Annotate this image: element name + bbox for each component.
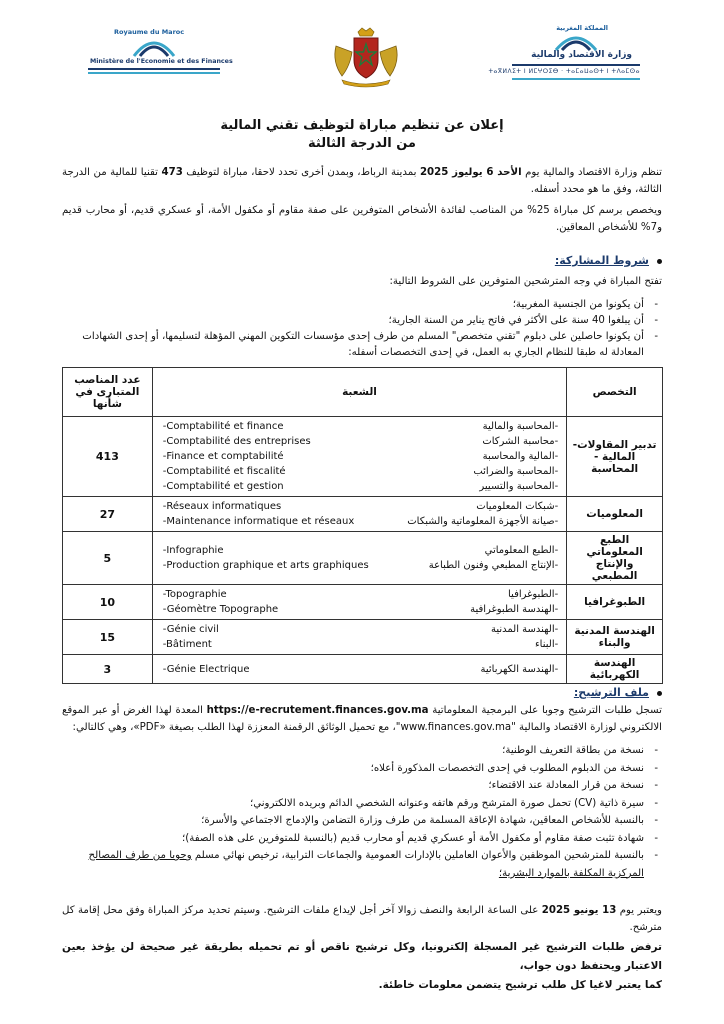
list-item: - أن يبلغوا 40 سنة على الأكثر في فاتح يناير من السنة الجارية؛ <box>62 313 662 329</box>
ministry-name-ar: وزارة الاقتصاد والمالية <box>531 50 632 60</box>
branch-fr-list <box>157 543 369 573</box>
row-specialty: الطبع المعلوماتي والإنتاج المطبعي <box>567 532 663 585</box>
row-count: 10 <box>63 585 153 620</box>
closing-line: كما يعتبر لاغيا كل طلب ترشيح يتضمن معلومات خاطئة. <box>378 979 662 991</box>
list-item: - سيرة ذاتية (CV) تحمل صورة المترشح ورقم هاتفه وعنوانه الشخصي الدائم وبريده الالكتروني؛ <box>62 795 662 813</box>
branch-ar: -صيانة الأجهزة المعلوماتية والشبكات <box>407 516 559 527</box>
branch-fr: -Génie Electrique <box>162 663 250 675</box>
deadline-text: ويعتبر يوم <box>616 905 662 916</box>
header-specialty: التخصص <box>567 368 663 417</box>
branch-fr-list <box>157 499 355 529</box>
branch-fr: -Topographie <box>162 589 227 600</box>
branch-fr: -Comptabilité et finance <box>162 421 284 432</box>
row-specialty: الهندسة المدنية والبناء <box>567 620 663 655</box>
bullet-icon <box>657 259 662 264</box>
header-branch: الشعبة <box>152 368 566 417</box>
branch-ar: -الهندسة الطبوغرافية <box>470 604 559 615</box>
branch-fr-list <box>157 662 250 677</box>
branch-ar-list <box>407 499 562 529</box>
table-row <box>63 585 663 620</box>
file-text: "، مع تحميل الوثائق الرقمنة المعززة لهذا الطلب بصيغة «PDF»، وهي كالتالي: <box>72 722 401 733</box>
quota-paragraph: ويخصص برسم كل مباراة 25% من المناصب لفائدة الأشخاص المتوفرين على صفة مقاوم أو مكفول الأمة، أو عسكري قديم، أو محارب قديم و7% للأشخاص المعاقين. <box>62 205 662 233</box>
conditions-heading-label: شروط المشاركة: <box>554 254 649 267</box>
branch-fr-list <box>157 419 311 494</box>
announcement-subtitle: من الدرجة الثالثة <box>308 136 416 151</box>
posts-total: 473 <box>161 167 183 178</box>
table-row <box>63 417 663 497</box>
conditions-intro: تفتح المباراة في وجه المترشحين المتوفرين على الشروط التالية: <box>389 276 662 287</box>
branch-fr: -Bâtiment <box>162 639 212 650</box>
row-count: 5 <box>63 532 153 585</box>
ministry-name-amazigh: ⵜⴰⴳⵍⴷⵉⵜ ⵏ ⵍⵎⵖⵔⵉⴱ · ⵜⴰⵎⴰⵡⴰⵙⵜ ⵏ ⵜⴷⴰⵎⵙⴰ <box>488 68 640 75</box>
branch-fr-list <box>157 587 278 617</box>
table-row <box>63 655 663 684</box>
branch-ar: -البناء <box>534 639 559 650</box>
branch-fr: -Comptabilité et fiscalité <box>162 466 286 477</box>
ministry-mark-icon <box>554 32 598 52</box>
branch-ar: -المحاسبة والمالية <box>482 421 559 432</box>
row-specialty: المعلوميات <box>567 497 663 532</box>
list-item: - نسخة من بطاقة التعريف الوطنية؛ <box>62 742 662 760</box>
ministry-mark-icon <box>132 36 176 58</box>
deadline-paragraph <box>62 902 662 936</box>
branch-fr-list <box>157 622 219 652</box>
list-item: - بالنسبة للأشخاص المعاقين، شهادة الإعاقة المسلمة من طرف وزارة التضامن والإدماج الاجتماعي والأسرة؛ <box>62 812 662 830</box>
branch-ar: -محاسبة الشركات <box>482 436 559 447</box>
deadline-date: 13 يونيو 2025 <box>541 905 617 916</box>
branch-fr: -Maintenance informatique et réseaux <box>162 516 355 527</box>
documents-list <box>62 742 662 882</box>
recruitment-portal-link[interactable]: https://e-recrutement.finances.gov.ma <box>206 705 429 716</box>
list-item-text: بالنسبة للمترشحين الموظفين والأعوان العاملين بالإدارات العمومية والجماعات الترابية، ترخيص نهائي مسلم <box>191 850 644 861</box>
exam-date: الأحد 6 يوليوز 2025 <box>419 167 522 178</box>
row-specialty: الطبوغرافيا <box>567 585 663 620</box>
file-heading <box>574 686 662 699</box>
branch-ar: -المالية والمحاسبة <box>482 451 559 462</box>
branch-ar-list <box>473 419 562 494</box>
branch-ar: -الطبع المعلوماتي <box>484 545 559 556</box>
branch-fr: -Production graphique et arts graphiques <box>162 560 369 571</box>
ministry-name-fr: Ministère de l'Economie et des Finances <box>90 58 233 65</box>
list-item-text-underlined: وجوبا من طرف المصالح المركزية المكلفة بالموارد البشرية؛ <box>88 850 644 879</box>
ministry-logo-fr <box>88 28 233 88</box>
row-count: 3 <box>63 655 153 684</box>
file-paragraph <box>62 702 662 736</box>
logo-bar <box>512 78 640 80</box>
file-text: تسجل طلبات الترشيح وجوبا على البرمجية المعلوماتية <box>428 705 662 716</box>
branch-fr: -Finance et comptabilité <box>162 451 284 462</box>
file-text: المعدة لهذا الغرض أو عبر الموقع الالكتروني لوزارة الاقتصاد والمالية " <box>62 705 662 733</box>
table-row <box>63 620 663 655</box>
row-specialty: تدبير المقاولات- المالية - المحاسبة <box>567 417 663 497</box>
file-heading-label: ملف الترشيح: <box>573 686 649 699</box>
table-row <box>63 497 663 532</box>
branch-ar: -المحاسبة والتسيير <box>479 481 559 492</box>
kingdom-label-fr: Royaume du Maroc <box>114 28 185 36</box>
intro-text: تنظم وزارة الاقتصاد والمالية يوم <box>521 167 662 178</box>
branch-fr: -Réseaux informatiques <box>162 501 282 512</box>
branch-ar-list <box>491 622 562 652</box>
list-item: - أن يكونوا من الجنسية المغربية؛ <box>62 297 662 313</box>
logo-bar <box>88 72 220 74</box>
branch-fr: -Géomètre Topographe <box>162 604 279 615</box>
list-item: - نسخة من قرار المعادلة عند الاقتضاء؛ <box>62 777 662 795</box>
branch-ar: -شبكات المعلوميات <box>476 501 559 512</box>
branch-ar: -الهندسة الكهربائية <box>480 663 559 675</box>
branch-ar: -الهندسة المدنية <box>490 624 559 635</box>
announcement-title: إعلان عن تنظيم مباراة لتوظيف تقني المالية <box>220 118 504 133</box>
specialties-table <box>62 367 663 684</box>
logo-bar <box>88 68 220 70</box>
branch-ar: -الطبوغرافيا <box>508 589 559 600</box>
royal-coat-of-arms-icon <box>328 26 404 88</box>
conditions-list <box>62 297 662 361</box>
table-header-row <box>63 368 663 417</box>
branch-fr: -Comptabilité et gestion <box>162 481 284 492</box>
bullet-icon <box>657 691 662 696</box>
ministry-logo-ar <box>488 24 644 88</box>
list-item: - شهادة تثبت صفة مقاوم أو مكفول الأمة أو عسكري قديم أو محارب قديم (بالنسبة للمتوفرين على هذه الصفة)؛ <box>62 830 662 848</box>
branch-ar-list <box>481 662 563 677</box>
list-item: - نسخة من الدبلوم المطلوب في إحدى التخصصات المذكورة أعلاه؛ <box>62 760 662 778</box>
logo-bar <box>512 64 640 66</box>
branch-ar-list <box>429 543 562 573</box>
branch-ar: -الإنتاج المطبعي وفنون الطباعة <box>428 560 559 571</box>
kingdom-label-ar: المملكة المغربية <box>556 24 608 32</box>
deadline-text: على الساعة الرابعة والنصف زوالا آخر أجل لإيداع ملفات الترشيح. وسيتم تحديد مركز المباراة وفق محل إقامة كل مترشح. <box>62 905 662 933</box>
row-specialty: الهندسة الكهربائية <box>567 655 663 684</box>
branch-fr: -Comptabilité des entreprises <box>162 436 311 447</box>
conditions-heading <box>555 254 662 267</box>
intro-paragraph <box>62 164 662 198</box>
closing-notice <box>62 938 662 995</box>
branch-ar: -المحاسبة والضرائب <box>473 466 559 477</box>
closing-line: ترفض طلبات الترشيح غير المسجلة إلكترونيا، وكل ترشيح ناقص أو تم تحميله بطريقة غير صحيحة لن يؤخذ بعين الاعتبار ويحتفظ دون جواب، <box>62 941 662 972</box>
row-count: 413 <box>63 417 153 497</box>
branch-fr: -Infographie <box>162 545 224 556</box>
list-item <box>62 847 662 882</box>
intro-text: تقنيا للمالية من الدرجة الثالثة، وفق ما هو محدد أسفله. <box>62 167 662 195</box>
row-count: 15 <box>63 620 153 655</box>
header-count: عدد المناصب المتبارى في شأنها <box>63 368 153 417</box>
intro-text: بمدينة الرباط، وبمدن أخرى تحدد لاحقا، مباراة لتوظيف <box>182 167 420 178</box>
row-count: 27 <box>63 497 153 532</box>
table-row <box>63 532 663 585</box>
branch-fr: -Génie civil <box>162 624 219 635</box>
branch-ar-list <box>470 587 562 617</box>
ministry-website-link[interactable]: www.finances.gov.ma <box>400 722 512 733</box>
list-item: - أن يكونوا حاصلين على دبلوم "تقني متخصص" المسلم من طرف إحدى مؤسسات التكوين المهني المؤهلة لتسليمها، أو إحدى الشهادات المعادلة له طبقا للنظام الجاري به العمل، في إحدى التخصصات أسفله: <box>62 329 662 361</box>
